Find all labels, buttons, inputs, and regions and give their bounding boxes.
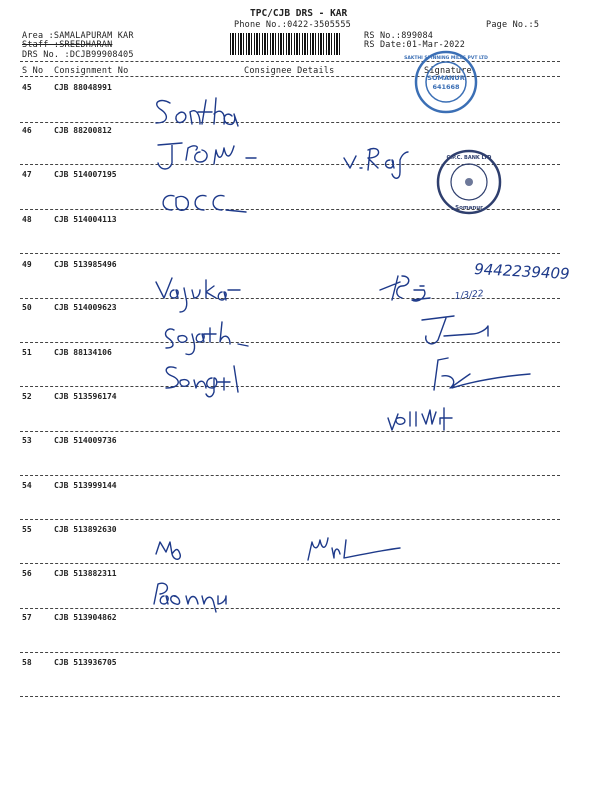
signature-scribble (308, 538, 400, 560)
page-number: Page No.:5 (486, 20, 540, 30)
col-consignee: Consignee Details (244, 66, 335, 76)
table-row: 54 CJB 513999144 (22, 481, 117, 490)
row-divider (20, 696, 560, 697)
row-divider (20, 519, 560, 520)
table-row: 56 CJB 513882311 (22, 569, 117, 578)
report-title: TPC/CJB DRS - KAR (250, 8, 348, 19)
table-row: 55 CJB 513892630 (22, 525, 117, 534)
col-sno: S No (22, 66, 44, 76)
column-divider (20, 76, 560, 77)
barcode (230, 33, 340, 55)
rs-number: RS No.:899084 (364, 31, 434, 41)
row-divider (20, 563, 560, 564)
table-row: 53 CJB 514009736 (22, 436, 117, 445)
area-label: Area :SAMALAPURAM KAR (22, 31, 134, 41)
table-row: 45 CJB 88048991 (22, 83, 112, 92)
table-row: 46 CJB 88200812 (22, 126, 112, 135)
bank-stamp (438, 151, 500, 213)
table-row: 48 CJB 514004113 (22, 215, 117, 224)
signature-scribble (156, 278, 240, 312)
svg-text:C.P.C. BANK LTD: C.P.C. BANK LTD (446, 155, 492, 161)
row-divider (20, 122, 560, 123)
row-divider (20, 608, 560, 609)
table-row: 51 CJB 88134106 (22, 348, 112, 357)
row-divider (20, 431, 560, 432)
header-divider (20, 61, 560, 62)
table-row: 57 CJB 513904862 (22, 613, 117, 622)
col-signature: Signature (424, 66, 472, 76)
table-row: 49 CJB 513985496 (22, 260, 117, 269)
handwritten-date: 1/3/22 (454, 289, 485, 302)
signature-scribble (166, 322, 248, 355)
signature-scribble (422, 316, 488, 344)
signature-scribble (156, 542, 180, 559)
phone-number: Phone No.:0422-3505555 (234, 20, 351, 30)
staff-label: Staff :SREEDHARAN (22, 40, 113, 50)
row-divider (20, 164, 560, 165)
col-consignment: Consignment No (54, 66, 129, 76)
table-row: 58 CJB 513936705 (22, 658, 117, 667)
table-row: 52 CJB 513596174 (22, 392, 117, 401)
table-row: 47 CJB 514007195 (22, 170, 117, 179)
svg-text:Somanur: Somanur (455, 205, 483, 211)
row-divider (20, 342, 560, 343)
row-divider (20, 298, 560, 299)
row-divider (20, 253, 560, 254)
signature-scribble (158, 143, 256, 169)
rs-date: RS Date:01-Mar-2022 (364, 40, 466, 50)
signature-scribble (166, 366, 238, 397)
svg-text:SAKTHI SPINNING MILLS PVT LTD: SAKTHI SPINNING MILLS PVT LTD (404, 56, 488, 61)
row-divider (20, 652, 560, 653)
svg-text:641668: 641668 (432, 83, 460, 91)
row-divider (20, 386, 560, 387)
table-row: 50 CJB 514009623 (22, 303, 117, 312)
signature-scribble (388, 408, 452, 430)
handwritten-phone: 9442239409 (473, 260, 571, 283)
svg-text:SOMANUR: SOMANUR (427, 74, 465, 82)
row-divider (20, 209, 560, 210)
row-divider (20, 475, 560, 476)
drs-number: DRS No. :DCJB99908405 (22, 50, 134, 60)
